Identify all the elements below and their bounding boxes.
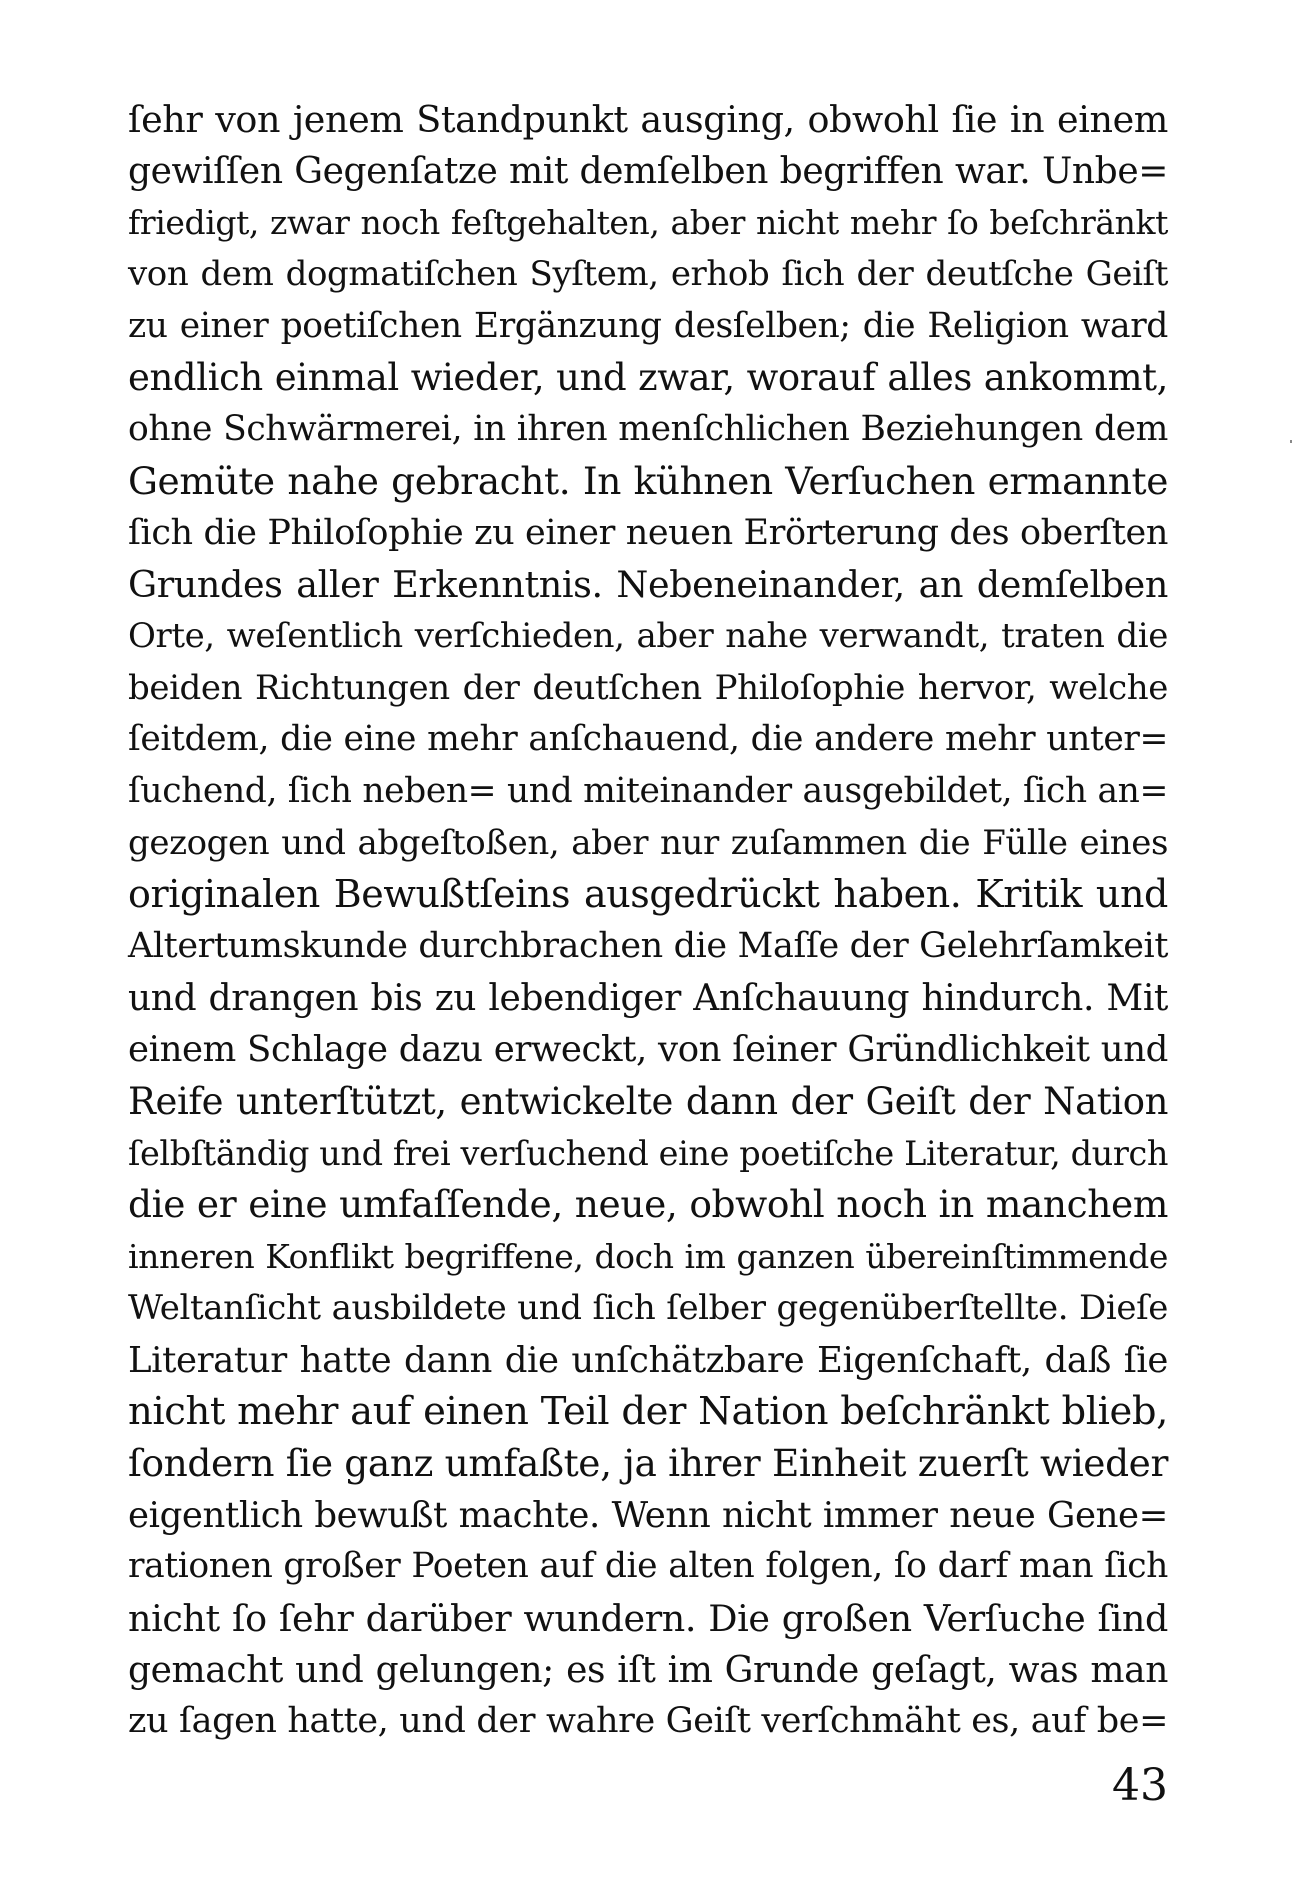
text-line: ſehr von jenem Standpunkt ausging, obwohl ſie in einem xyxy=(128,98,1168,141)
text-line: zu ſagen hatte, und der wahre Geiſt verſchmäht es, auf be= xyxy=(128,1701,1168,1742)
text-line: von dem dogmatiſchen Syſtem, erhob ſich der deutſche Geiſt xyxy=(128,254,1168,295)
text-line: Orte, weſentlich verſchieden, aber nahe verwandt, traten die xyxy=(128,615,1168,656)
text-line: die er eine umfaſſende, neue, obwohl noch in manchem xyxy=(128,1182,1168,1227)
text-line: gewiſſen Gegenſatze mit demſelben begriffen war. Unbe= xyxy=(128,150,1168,192)
text-line: nicht ſo ſehr darüber wundern. Die großen Verſuche ſind xyxy=(128,1596,1168,1640)
text-line: friedigt, zwar noch feſtgehalten, aber nicht mehr ſo beſchränkt xyxy=(128,203,1168,243)
text-line: ſelbſtändig und frei verſuchend eine poetiſche Literatur, durch xyxy=(128,1133,1168,1173)
text-line: ohne Schwärmerei, in ihren menſchlichen Beziehungen dem xyxy=(128,409,1168,450)
text-line: ſeitdem, die eine mehr anſchauend, die andere mehr unter= xyxy=(128,719,1168,760)
scan-speck xyxy=(1290,440,1292,443)
text-line: und drangen bis zu lebendiger Anſchauung hindurch. Mit xyxy=(128,977,1168,1019)
body-text xyxy=(128,94,1168,1748)
text-line: inneren Konflikt begriffene, doch im ganzen übereinſtimmende xyxy=(128,1237,1168,1277)
text-line: ſondern ſie ganz umfaßte, ja ihrer Einheit zuerſt wieder xyxy=(128,1440,1168,1485)
text-line: beiden Richtungen der deutſchen Philoſophie hervor, welche xyxy=(128,667,1168,708)
text-line: Reife unterſtützt, entwickelte dann der Geiſt der Nation xyxy=(128,1080,1168,1124)
text-line: einem Schlage dazu erweckt, von ſeiner Gründlichkeit und xyxy=(128,1029,1168,1071)
text-line: Weltanſicht ausbildete und ſich ſelber gegenüberſtellte. Dieſe xyxy=(128,1287,1168,1328)
text-line: gezogen und abgeſtoßen, aber nur zuſammen die Fülle eines xyxy=(128,822,1168,863)
text-line: endlich einmal wieder, und zwar, worauf alles ankommt, xyxy=(128,356,1168,400)
text-line: Grundes aller Erkenntnis. Nebeneinander, an demſelben xyxy=(128,563,1168,607)
text-line: nicht mehr auf einen Teil der Nation beſchränkt blieb, xyxy=(128,1389,1168,1435)
text-line: eigentlich bewußt machte. Wenn nicht immer neue Gene= xyxy=(128,1494,1168,1536)
text-line: originalen Bewußtſeins ausgedrückt haben. Kritik und xyxy=(128,872,1168,917)
text-line: Altertumskunde durchbrachen die Maſſe der Gelehrſamkeit xyxy=(128,926,1168,966)
text-line: rationen großer Poeten auf die alten folgen, ſo darf man ſich xyxy=(128,1546,1168,1587)
text-line: zu einer poetiſchen Ergänzung desſelben; die Religion ward xyxy=(128,305,1168,346)
text-line: ſich die Philoſophie zu einer neuen Erörterung des oberſten xyxy=(128,512,1168,553)
page-number: 43 xyxy=(1112,1760,1168,1811)
text-line: Literatur hatte dann die unſchätzbare Eigenſchaft, daß ſie xyxy=(128,1339,1168,1381)
text-line: gemacht und gelungen; es iſt im Grunde geſagt, was man xyxy=(128,1649,1168,1691)
text-line: ſuchend, ſich neben= und miteinander ausgebildet, ſich an= xyxy=(128,770,1168,811)
text-line: Gemüte nahe gebracht. In kühnen Verſuchen ermannte xyxy=(128,458,1168,503)
